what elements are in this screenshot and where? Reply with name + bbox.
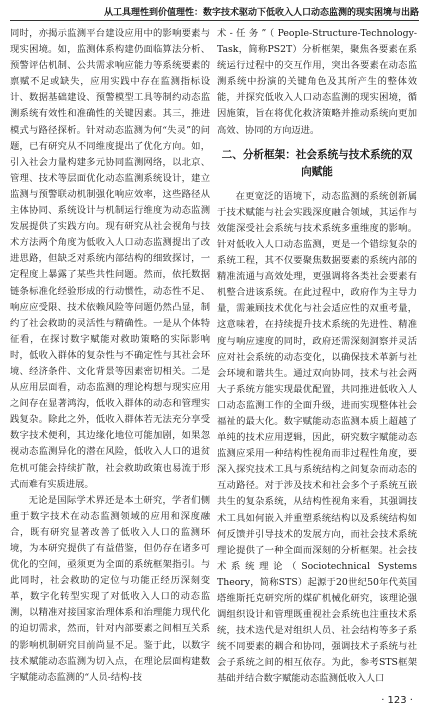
body-paragraph: 在更宽泛的语境下，动态监测的系统创新属于技术赋能与社会实践深度融合领域，其运作与效能深受社会系统与技术系统多重维度的影响。针对低收入人口动态监测，更是一个错综复杂的系统工程，其不仅要聚焦数据要素的系统内部的精准流通与高效处理，更强调将各类社会要素有机整合进该系统。在此过程中，政府作为主导力量，需兼顾技术优化与社会适应性的双重考量，这意味着，在持续提升技术系统的先进性、精准度与响应速度的同时，政府还需深刻洞察并灵活应对社会系统的动态变化，以确保技术革新与社会环境和谐共生。通过双向协同，技术与社会两大子系统方能实现最优配置，共同推进低收入人口动态监测工作的全面升级，进而实现整体社会福祉的最大化。数字赋能动态监测本质上超越了单纯的技术应用逻辑，因此，研究数字赋能动态监测应采用一种结构性视角而非过程性角度，要深入探究技术工具与系统结构之间复杂而动态的互动路径。对于涉及技术和社会多个子系统互嵌共生的复杂系统，从结构性视角来看，其强调技术工具如何嵌入并重塑系统结构以及系统结构如何反馈并引导技术的发展方向，而社会技术系统理论提供了一种全面而深刻的分析框架。社会技术系统理论（Sociotechnical Systems Theory，简称STS）起源于20世纪50年代英国塔维斯托克研究所的煤矿机械化研究，该理论强调组织设计和管理既重视社会系统也注重技术系统，技术迭代是对组织人员、社会结构等多子系统不同要素的耦合和协同，强调技术子系统与社会子系统之间的相互依存。为此，参考STS框架基础并结合数字赋能动态监测低收入人口: [217, 190, 417, 685]
body-paragraph: 术-任务”（People-Structure-Technology-Task，简称PS2T）分析框架，聚焦各要素在系统运行过程中的交互作用，突出各要素在动态监测系统中扮演的关键角色及其所产生的整体效能，并探究低收入人口动态监测的现实困境，循因施策，旨在将优化救济策略并推动系统向更加高效、协同的方向迈进。: [217, 28, 417, 136]
body-paragraph: 无论是国际学术界还是本土研究，学者们侧重于数字技术在动态监测领域的应用和深度融合，既有研究显著改善了低收入人口的监测环境，为本研究提供了有益借鉴，但仍存在诸多可优化的空间，亟须更为全面的系统框架指引。与此同时，社会救助的定位与功能正经历深刻变革，数字化转型实现了对低收入人口的动态监测，以精准对接国家治理体系和治理能力现代化的迫切需求，然而，针对内部要素之间相互关系的影响机制研究目前尚显不足。鉴于此，以数字技术赋能动态监测为切入点，在理论层面构建数字赋能动态监测的“人员-结构-技: [10, 494, 210, 683]
section-heading: 二、分析框架：社会系统与技术系统的双向赋能: [221, 148, 413, 178]
left-column: [10, 26, 210, 694]
page-number: · 123 ·: [381, 695, 413, 706]
right-column: [217, 26, 417, 694]
running-head: 从工具理性到价值理性：数字技术驱动下低收入人口动态监测的现实困境与出路: [10, 6, 419, 21]
body-paragraph: 同时，亦揭示监测平台建设应用中的影响要素与现实困境。如，监测体系构建仍面临算法分析、预警评估机制、公共需求响应能力等系统要素的禀赋不足或缺失，应用实践中存在监测指标设计、数据基础建设、预警模型工具等制约动态监测系统有效性和准确性的关键因素。其三，推进模式与路径探析。针对动态监测为何“失灵”的问题，已有研究从不同维度提出了优化方向。如，引入社会力量构建多元协同监测网络，以北京、管理、技术等层面优化动态监测系统设计，建立监测与预警联动机制强化响应效率，这些路径从主体协同、系统设计与机制运行维度为动态监测发展提供了实践方向。现有研究从社会视角与技术方法两个角度为低收入人口动态监测提出了改进思路，但缺乏对系统内部结构的细致探讨，一定程度上暴露了某些共性问题。然而，依托数据链条标准化经验形成的行动惯性，动态性不足、响应应受限、技术依赖风险等问题仍然凸显，制约了社会救助的灵活性与精确性。一是从个体特征看，在探讨数字赋能对救助策略的实际影响时，低收入群体的复杂性与不确定性与其社会环境、经济条件、文化背景等因素密切相关。二是从应用层面看，动态监测的理论构想与现实应用之间存在显著鸿沟，低收入群体的动态和管理实践复杂。除此之外，低收入群体若无法充分享受数字技术便利，其边缘化地位可能加剧，如果忽视动态监测异化的潜在风险，低收入人口的退贫危机可能会持续扩散，社会救助政策也易流于形式而难有实质进展。: [10, 28, 210, 490]
